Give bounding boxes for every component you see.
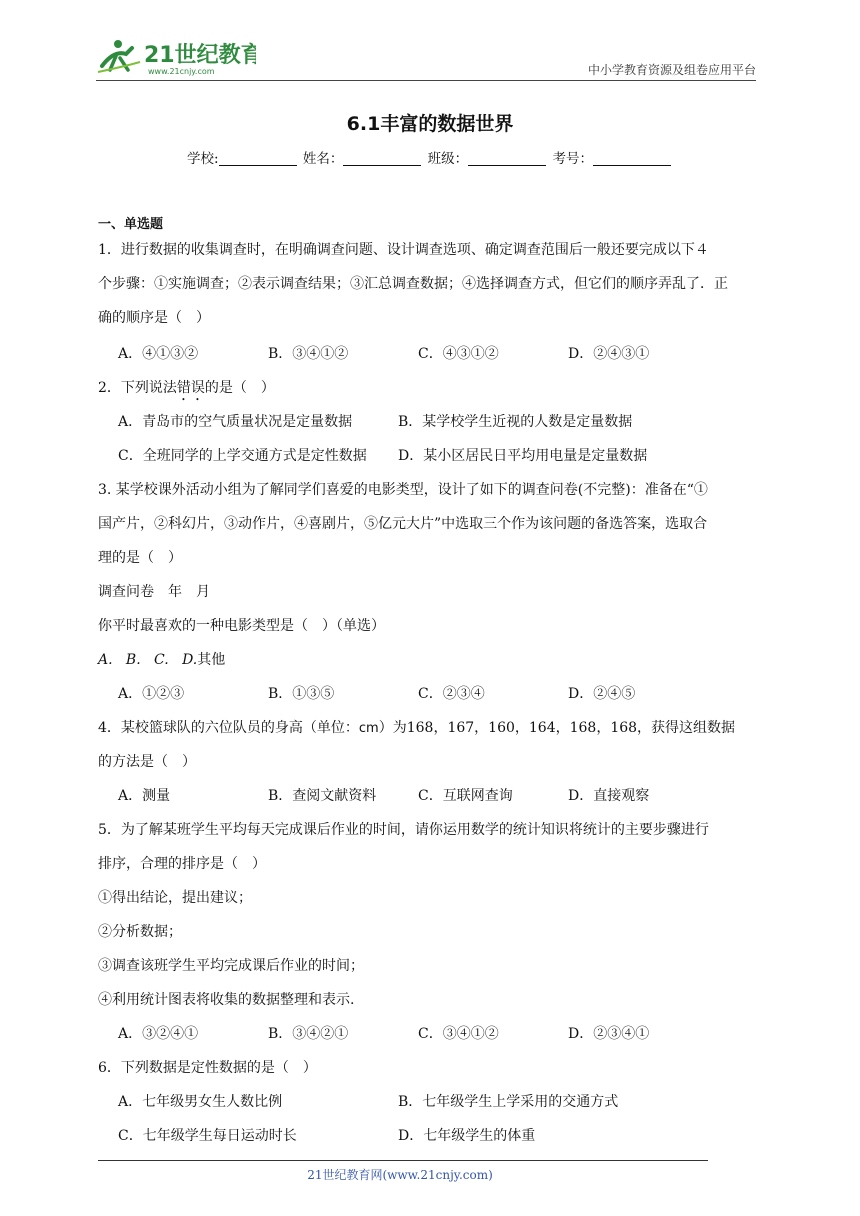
q5-step-4: ④利用统计图表将收集的数据整理和表示. <box>98 992 355 1008</box>
q4-suffix: ）为168，167，160，164，168，168，获得这组数据 <box>378 720 736 736</box>
site-logo <box>96 36 256 78</box>
q3-choice-d: D. <box>182 652 198 668</box>
q5-options <box>98 1017 760 1051</box>
school-label: 学校: <box>187 151 219 167</box>
q5-line-1: 5．为了解某班学生平均每天完成课后作业的时间，请你运用数学的统计知识将统计的主要步骤进行 <box>98 822 709 838</box>
q1-option-c: C．④③①② <box>418 346 499 362</box>
q3-line-3: 理的是（ ） <box>98 550 182 566</box>
q3-line-1: 3. 某学校课外活动小组为了解同学们喜爱的电影类型，设计了如下的调查问卷(不完整)：准备在“① <box>98 482 708 498</box>
q3-survey-question: 你平时最喜欢的一种电影类型是（ ）（单选） <box>98 618 385 634</box>
q3-options <box>98 677 760 711</box>
q2-option-b: B．某学校学生近视的人数是定量数据 <box>398 414 633 430</box>
q5-option-d: D．②③④① <box>568 1026 650 1042</box>
q4-option-b: B．查阅文献资料 <box>268 788 377 804</box>
class-label: 班级： <box>427 151 469 167</box>
q5-option-b: B．③④②① <box>268 1026 349 1042</box>
q5-step-2: ②分析数据； <box>98 924 182 940</box>
footer-link[interactable]: 21世纪教育网(www.21cnjy.com) <box>307 1168 493 1182</box>
school-blank <box>219 151 297 166</box>
q2-options-row-2 <box>98 439 760 473</box>
q6-stem: 6．下列数据是定性数据的是（ ） <box>98 1060 317 1076</box>
q2-option-d: D．某小区居民日平均用电量是定量数据 <box>398 448 648 464</box>
q1-option-a: A．④①③② <box>118 346 199 362</box>
q4-option-d: D．直接观察 <box>568 788 650 804</box>
q4-options <box>98 779 760 813</box>
q3-choice-d-text: 其他 <box>197 652 226 668</box>
header-tagline: 中小学教育资源及组卷应用平台 <box>587 63 756 77</box>
q3-choice-c: C. <box>154 652 169 668</box>
q2-option-c: C．全班同学的上学交通方式是定性数据 <box>118 448 367 464</box>
q5-option-a: A．③②④① <box>118 1026 199 1042</box>
q6-option-c: C．七年级学生每日运动时长 <box>118 1128 297 1144</box>
q5-step-3: ③调查该班学生平均完成课后作业的时间； <box>98 958 364 974</box>
q3-option-a: A．①②③ <box>118 686 185 702</box>
q6-option-d: D．七年级学生的体重 <box>398 1128 536 1144</box>
page-title: 6.1丰富的数据世界 <box>346 113 514 135</box>
q2-suffix: 的是（ ） <box>204 380 275 396</box>
q4-line-1 <box>98 711 760 745</box>
name-blank <box>343 151 421 166</box>
q1-option-d: D．②④③① <box>568 346 650 362</box>
question-list <box>98 208 760 1153</box>
logo-text: 21世纪教育 <box>144 43 256 68</box>
q5-step-1: ①得出结论，提出建议； <box>98 890 252 906</box>
q3-option-c: C．②③④ <box>418 686 485 702</box>
q2-option-a: A．青岛市的空气质量状况是定量数据 <box>118 414 353 430</box>
q6-options-row-2 <box>98 1119 760 1153</box>
q1-options <box>98 337 760 371</box>
q2-stem <box>98 371 760 405</box>
q2-prefix: 2．下列说法 <box>98 380 177 396</box>
q3-option-b: B．①③⑤ <box>268 686 335 702</box>
q3-survey-title: 调查问卷 年 月 <box>98 584 210 600</box>
exam-number-label: 考号： <box>552 151 593 167</box>
q3-choice-a: A. <box>98 652 113 668</box>
q6-option-b: B．七年级学生上学采用的交通方式 <box>398 1094 619 1110</box>
q4-option-a: A．测量 <box>118 788 171 804</box>
q3-option-d: D．②④⑤ <box>568 686 636 702</box>
q3-line-2: 国产片，②科幻片，③动作片，④喜剧片，⑤亿元大片”中选取三个作为该问题的备选答案，选取合 <box>98 516 708 532</box>
q4-prefix: 4．某校篮球队的六位队员的身高（单位： <box>98 720 359 736</box>
q6-options-row-1 <box>98 1085 760 1119</box>
section-heading: 一、单选题 <box>98 217 164 232</box>
q1-option-b: B．③④①② <box>268 346 349 362</box>
q3-survey-choices <box>98 643 760 677</box>
footer-divider <box>98 1160 708 1161</box>
q1-line-3: 确的顺序是（ ） <box>98 310 210 326</box>
q2-emphasis: 错误 <box>176 380 205 396</box>
exam-number-blank <box>593 151 671 166</box>
class-blank <box>468 151 546 166</box>
q3-choice-b: B. <box>125 652 141 668</box>
q4-unit: cm <box>358 721 379 736</box>
q2-options-row-1 <box>98 405 760 439</box>
q6-option-a: A．七年级男女生人数比例 <box>118 1094 283 1110</box>
q5-option-c: C．③④①② <box>418 1026 499 1042</box>
student-info-row <box>0 147 860 167</box>
name-label: 姓名： <box>302 151 344 167</box>
logo-runner-icon <box>96 36 256 78</box>
logo-url: www.21cnjy.com <box>148 67 215 76</box>
q4-line-2: 的方法是（ ） <box>98 754 196 770</box>
q5-line-2: 排序，合理的排序是（ ） <box>98 856 266 872</box>
q1-line-2: 个步骤：①实施调查；②表示调查结果；③汇总调查数据；④选择调查方式，但它们的顺序弄乱了．正 <box>98 276 728 292</box>
q4-option-c: C．互联网查询 <box>418 788 513 804</box>
q1-line-1: 1．进行数据的收集调查时，在明确调查问题、设计调查选项、确定调查范围后一般还要完成以下４ <box>98 242 709 258</box>
header-divider <box>96 80 756 81</box>
